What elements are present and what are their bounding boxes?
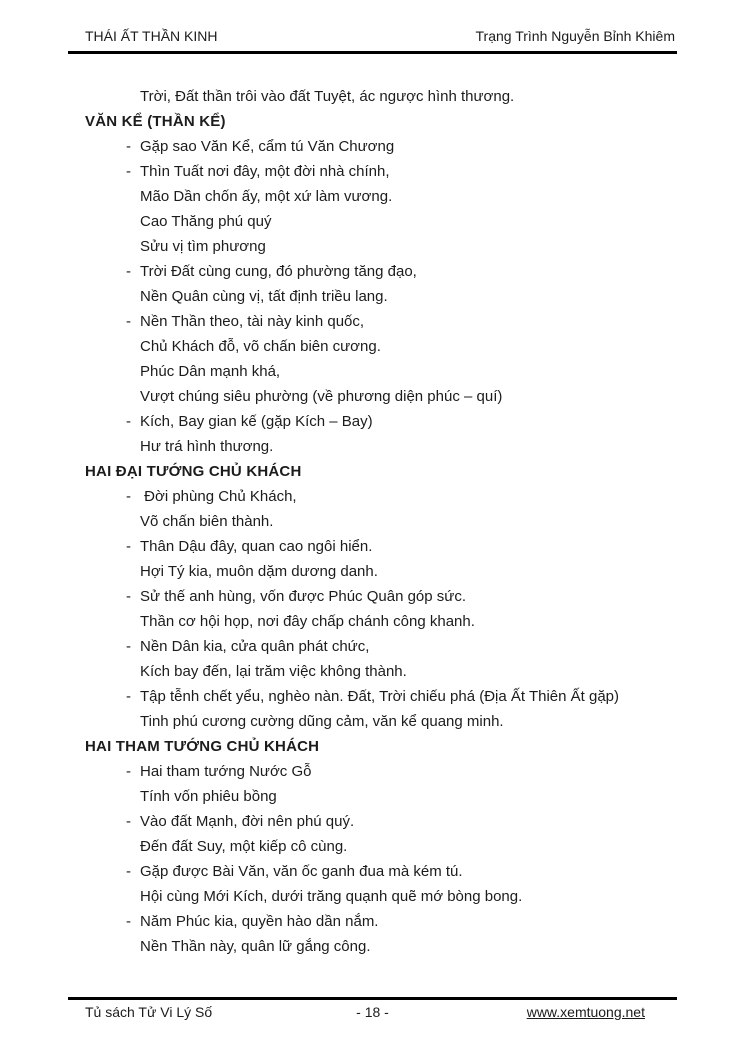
dash-bullet: -	[126, 638, 131, 655]
dash-bullet: -	[126, 763, 131, 780]
verse-line-continuation: Mão Dần chốn ấy, một xứ làm vương.	[140, 188, 393, 205]
verse-text: Vào đất Mạnh, đời nên phú quý.	[140, 813, 355, 830]
dash-bullet: -	[126, 913, 131, 930]
verse-line-continuation: Hợi Tý kia, muôn dặm dương danh.	[140, 563, 378, 580]
dash-bullet: -	[126, 488, 131, 505]
verse-line-continuation: Phúc Dân mạnh khá,	[140, 363, 281, 380]
verse-line	[68, 159, 724, 184]
dash-bullet: -	[126, 313, 131, 330]
verse-line-continuation: Sửu vị tìm phương	[140, 238, 266, 255]
verse-line	[68, 809, 724, 834]
dash-bullet: -	[126, 263, 131, 280]
dash-bullet: -	[126, 813, 131, 830]
page-footer	[68, 997, 677, 1021]
dash-bullet: -	[126, 538, 131, 555]
verse-text: Gặp sao Văn Kể, cẩm tú Văn Chương	[140, 138, 395, 155]
verse-line	[68, 534, 724, 559]
verse-line	[68, 134, 724, 159]
dash-bullet: -	[126, 138, 131, 155]
verse-text: Hai tham tướng Nước Gỗ	[140, 763, 312, 780]
verse-text: Nền Thần theo, tài này kinh quốc,	[140, 313, 365, 330]
verse-line	[68, 859, 724, 884]
verse-line-continuation: Nền Quân cùng vị, tất định triều lang.	[140, 288, 388, 305]
verse-text: Tập tễnh chết yểu, nghèo nàn. Đất, Trời chiếu phá (Địa Ất Thiên Ất gặp)	[140, 688, 620, 705]
verse-line	[68, 259, 724, 284]
section-heading: VĂN KỂ (THẦN KỂ)	[85, 113, 226, 130]
section-heading: HAI ĐẠI TƯỚNG CHỦ KHÁCH	[85, 463, 302, 480]
verse-line	[68, 584, 724, 609]
footer-website-link[interactable]: www.xemtuong.net	[526, 1004, 645, 1020]
document-body	[68, 84, 724, 959]
verse-text: Kích, Bay gian kế (gặp Kích – Bay)	[140, 413, 373, 430]
verse-line-continuation: Tinh phú cương cường dũng cảm, văn kể quang minh.	[140, 713, 504, 730]
dash-bullet: -	[126, 688, 131, 705]
verse-line	[68, 309, 724, 334]
verse-line-continuation: Kích bay đến, lại trăm việc không thành.	[140, 663, 407, 680]
verse-line	[68, 409, 724, 434]
verse-text: Thìn Tuất nơi đây, một đời nhà chính,	[140, 163, 390, 180]
section-heading: HAI THAM TƯỚNG CHỦ KHÁCH	[85, 738, 320, 755]
verse-line-continuation: Đến đất Suy, một kiếp cô cùng.	[140, 838, 348, 855]
verse-line	[68, 634, 724, 659]
verse-text: Thân Dậu đây, quan cao ngôi hiển.	[140, 538, 373, 555]
header-book-title: THÁI ẤT THẦN KINH	[85, 28, 218, 44]
verse-line-continuation: Nền Thần này, quân lữ gắng công.	[140, 938, 371, 955]
verse-text: Nền Dân kia, cửa quân phát chức,	[140, 638, 370, 655]
verse-line-continuation: Chủ Khách đỗ, võ chấn biên cương.	[140, 338, 381, 355]
verse-line	[68, 684, 724, 709]
header-author: Trạng Trình Nguyễn Bỉnh Khiêm	[475, 28, 675, 44]
page-header	[68, 27, 677, 54]
verse-text: Gặp được Bài Văn, văn ốc ganh đua mà kém tú.	[140, 863, 463, 880]
verse-line-continuation: Võ chấn biên thành.	[140, 513, 274, 530]
dash-bullet: -	[126, 163, 131, 180]
verse-line-continuation: Vượt chúng siêu phường (về phương diện phúc – quí)	[140, 388, 503, 405]
dash-bullet: -	[126, 413, 131, 430]
verse-line-continuation: Thần cơ hội họp, nơi đây chấp chánh công khanh.	[140, 613, 475, 630]
verse-line-continuation: Cao Thăng phú quý	[140, 213, 272, 230]
verse-line	[68, 484, 724, 509]
verse-line-continuation: Tính vốn phiêu bồng	[140, 788, 277, 805]
verse-text: Trời Đất cùng cung, đó phường tăng đạo,	[140, 263, 417, 280]
footer-row	[68, 1003, 677, 1021]
verse-line-continuation: Hư trá hình thương.	[140, 438, 274, 455]
verse-text: Năm Phúc kia, quyền hào dần nắm.	[140, 913, 379, 930]
page-number: - 18 -	[356, 1004, 389, 1020]
verse-line	[68, 759, 724, 784]
verse-text: Đời phùng Chủ Khách,	[140, 488, 297, 505]
dash-bullet: -	[126, 588, 131, 605]
verse-text: Sử thế anh hùng, vốn được Phúc Quân góp sức.	[140, 588, 466, 605]
footer-series-title: Tủ sách Tử Vi Lý Số	[85, 1004, 213, 1020]
verse-line-continuation: Trời, Đất thần trôi vào đất Tuyệt, ác ngược hình thương.	[140, 88, 515, 105]
verse-line-continuation: Hội cùng Mới Kích, dưới trăng quạnh quẽ mớ bòng bong.	[140, 888, 523, 905]
verse-line	[68, 909, 724, 934]
dash-bullet: -	[126, 863, 131, 880]
